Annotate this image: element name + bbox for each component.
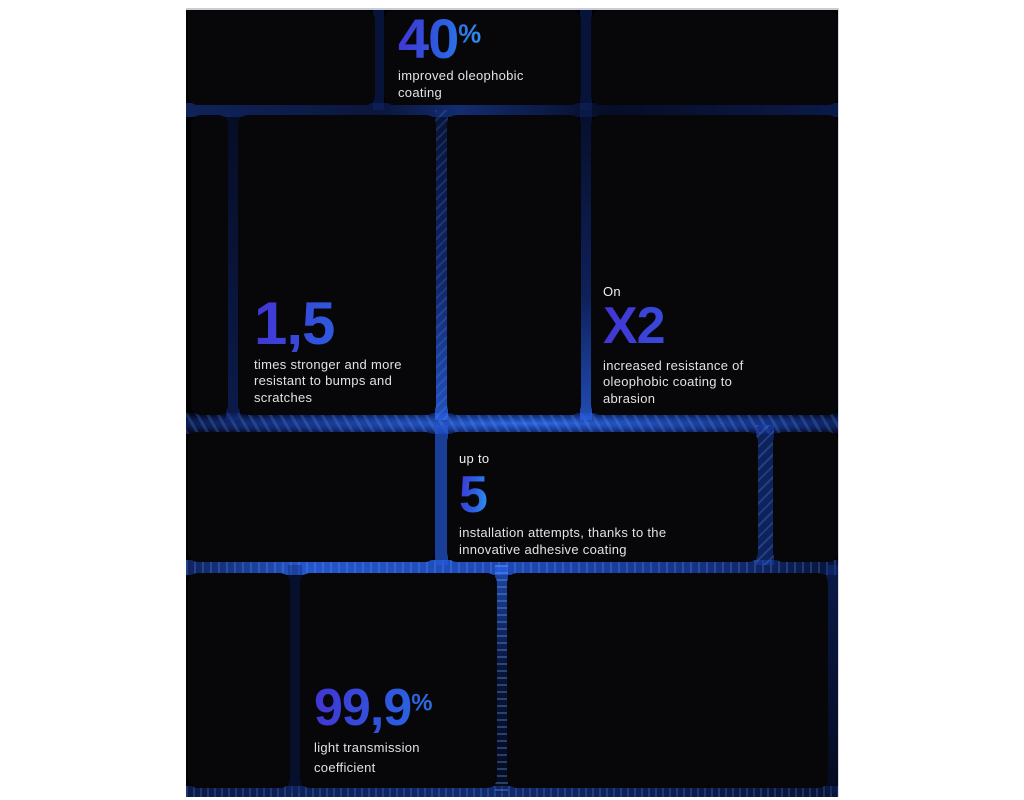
- percent-sign: %: [458, 20, 482, 49]
- stat-card-oleophobic-coating: [384, 10, 581, 105]
- empty-tile: [188, 432, 435, 562]
- infographic-canvas: [186, 8, 839, 797]
- stat-card-abrasion-resistance: [591, 115, 838, 415]
- stat-label: light transmission coefficient: [314, 739, 420, 775]
- stat-value: 1,5: [254, 295, 420, 352]
- stat-value: 5: [459, 466, 487, 524]
- empty-tile: [188, 10, 375, 105]
- empty-tile: [773, 432, 838, 562]
- stat-kicker: On: [603, 284, 621, 300]
- empty-tile: [447, 115, 581, 415]
- stat-value: 40%: [398, 8, 482, 70]
- stat-card-light-transmission: [300, 573, 497, 788]
- circuit-glow-line: [756, 425, 774, 565]
- stat-label: improved oleophobic coating: [398, 68, 524, 100]
- stat-value: 99,9%: [314, 684, 483, 733]
- stat-kicker: up to: [459, 451, 490, 466]
- stat-label: increased resistance of oleophobic coating to abrasion: [603, 357, 744, 406]
- empty-tile: [188, 573, 290, 788]
- stat-label: installation attempts, thanks to the innovative adhesive coating: [459, 525, 667, 557]
- percent-sign: %: [411, 689, 433, 717]
- stat-card-installation-attempts: [447, 432, 758, 562]
- empty-tile: [507, 573, 828, 788]
- empty-tile: [191, 115, 228, 415]
- stat-label: times stronger and more resistant to bumps and scratches: [254, 356, 402, 405]
- stat-card-strength: [238, 115, 436, 415]
- empty-tile: [591, 10, 838, 105]
- stat-value: X2: [603, 302, 826, 351]
- circuit-glow-band: [186, 413, 838, 434]
